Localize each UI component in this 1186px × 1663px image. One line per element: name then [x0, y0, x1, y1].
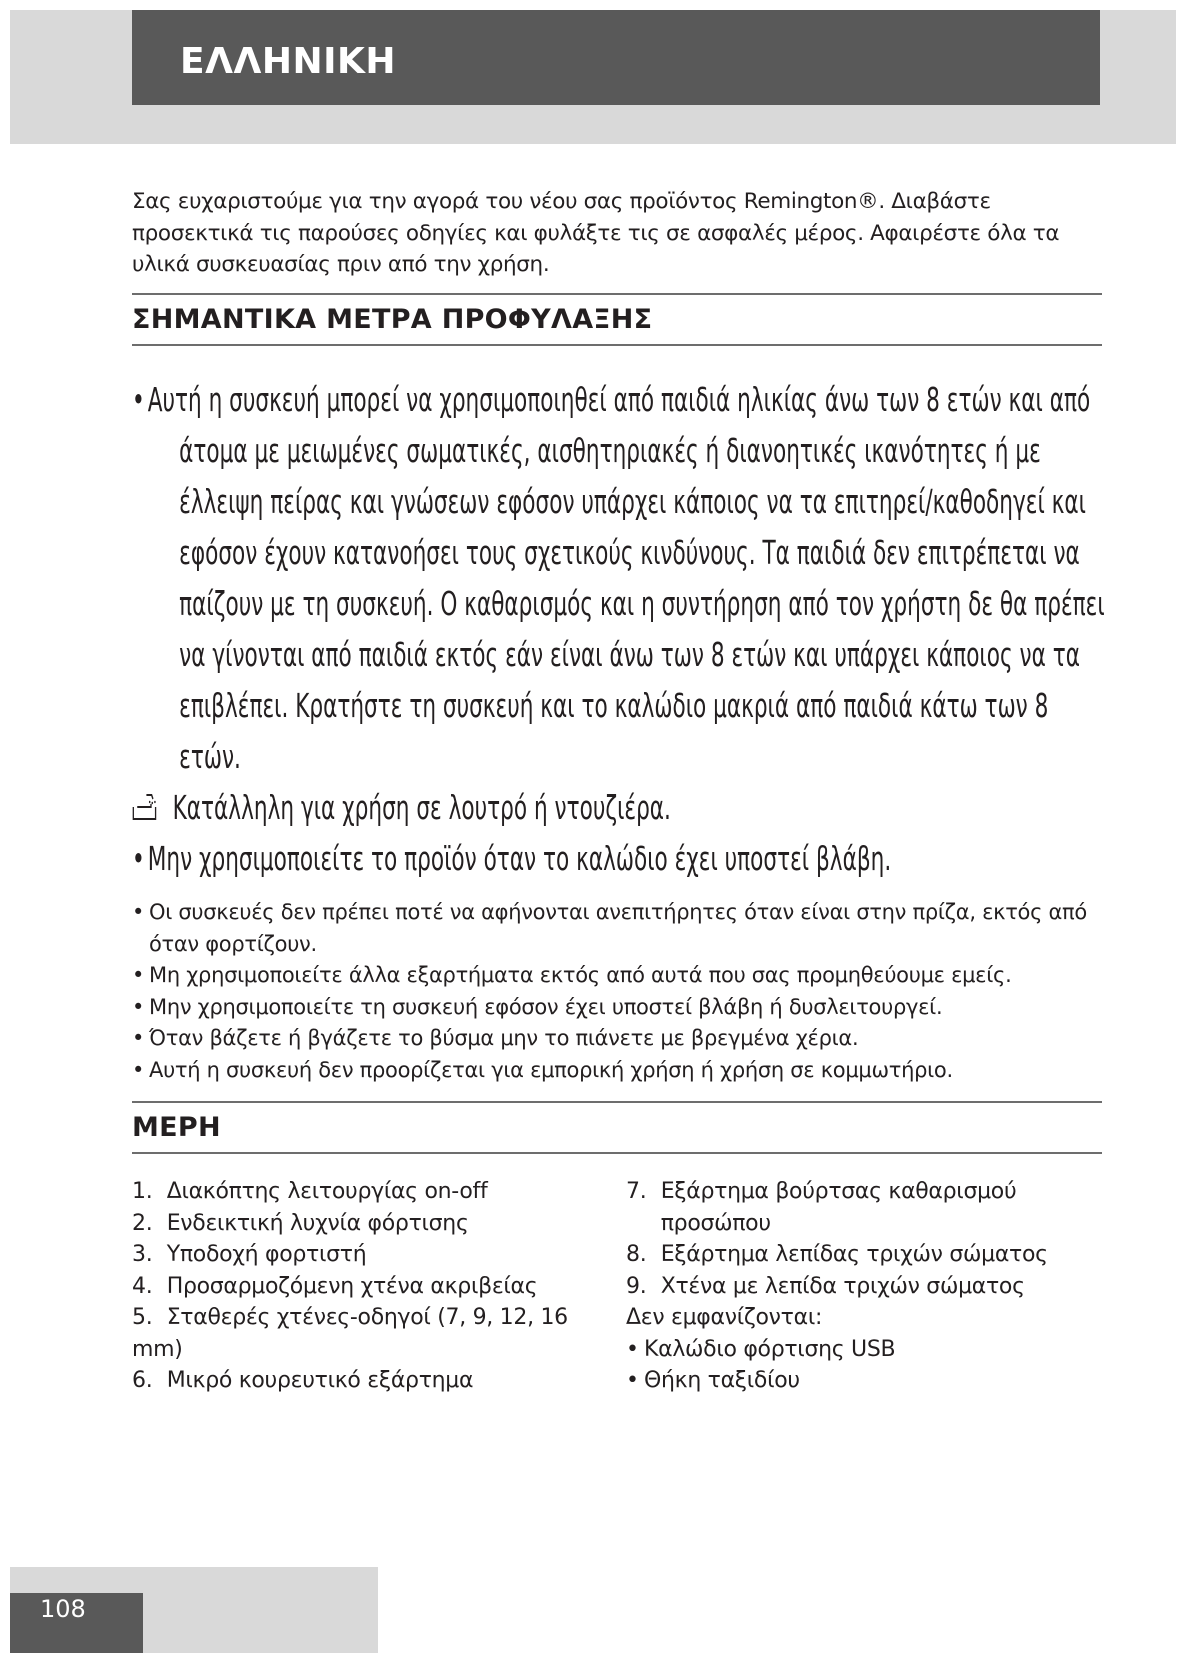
bullet: • — [132, 963, 145, 987]
part-label: Διακόπτης λειτουργίας on-off — [166, 1179, 488, 1204]
part-item — [132, 1208, 612, 1240]
part-number: 9. — [626, 1273, 647, 1299]
section-divider-bottom — [132, 1152, 1102, 1154]
intro-paragraph: Σας ευχαριστούμε για την αγορά του νέου σας προϊόντος Remington®. Διαβάστε προσεκτικά τις παρούσες οδηγίες και φυλάξτε τις σε ασφαλές μέρος. Αφαιρέστε όλα τα υλικά συσκευασίας πριν από την χρήση. — [132, 189, 1060, 277]
section-divider-top — [132, 1101, 1102, 1103]
part-label: Εξάρτημα βούρτσας καθαρισμού προσώπου — [660, 1179, 1017, 1236]
part-number: 8. — [626, 1242, 647, 1267]
part-item — [132, 1239, 612, 1271]
list-item-text: Μη χρησιμοποιείτε άλλα εξαρτήματα εκτός από αυτά που σας προμηθεύουμε εμείς. — [149, 963, 1012, 987]
part-number: 2. — [132, 1210, 153, 1236]
bullet: • — [132, 994, 145, 1019]
parts-list-left — [132, 1176, 612, 1397]
list-item — [132, 1023, 1102, 1055]
part-item — [626, 1271, 1096, 1303]
list-item — [132, 992, 1102, 1024]
part-item — [132, 1365, 612, 1397]
bullet: • — [132, 380, 145, 419]
part-label: Ενδεικτική λυχνία φόρτισης — [166, 1210, 469, 1236]
part-label: Εξάρτημα λεπίδας τριχών σώματος — [660, 1242, 1048, 1267]
page-number: 108 — [40, 1595, 86, 1623]
part-label: Υποδοχή φορτιστή — [166, 1242, 367, 1267]
section-divider-bottom — [132, 344, 1102, 346]
bath-shower-icon — [132, 793, 158, 823]
list-item — [132, 374, 1105, 782]
part-number: 6. — [132, 1368, 153, 1393]
part-item — [132, 1176, 612, 1208]
bullet: • — [626, 1336, 639, 1362]
parts-section-title: ΜΕΡΗ — [132, 1112, 221, 1143]
part-item — [132, 1271, 612, 1303]
part-number: 4. — [132, 1273, 153, 1299]
small-safety-list — [132, 897, 1102, 1086]
part-label: Προσαρμοζόμενη χτένα ακριβείας — [166, 1273, 538, 1299]
part-label: Χτένα με λεπίδα τριχών σώματος — [660, 1273, 1025, 1299]
part-item — [132, 1302, 612, 1365]
bullet: • — [132, 900, 145, 924]
list-item — [132, 897, 1102, 960]
list-item — [132, 960, 1102, 992]
part-number: 5. — [132, 1305, 153, 1330]
list-item — [132, 833, 1105, 884]
list-item-text: Κατάλληλη για χρήση σε λουτρό ή ντουζιέρα. — [172, 788, 671, 827]
bullet: • — [626, 1368, 639, 1393]
bullet: • — [132, 1057, 145, 1082]
part-item — [626, 1239, 1096, 1271]
list-item-text: Όταν βάζετε ή βγάζετε το βύσμα μην το πιάνετε με βρεγμένα χέρια. — [149, 1026, 859, 1050]
bullet: • — [132, 839, 145, 878]
large-safety-list — [132, 374, 1105, 884]
list-item-text: Οι συσκευές δεν πρέπει ποτέ να αφήνονται ανεπιτήρητες όταν είναι στην πρίζα, εκτός από όταν φορτίζουν. — [149, 900, 1087, 956]
parts-list-right — [626, 1176, 1096, 1397]
list-item-text: Αυτή η συσκευή δεν προορίζεται για εμπορική χρήση ή χρήση σε κομμωτήριο. — [149, 1057, 953, 1082]
list-item — [132, 1055, 1102, 1087]
part-number: 7. — [626, 1179, 647, 1204]
list-item — [132, 782, 1105, 833]
part-item — [626, 1176, 1096, 1239]
section-divider-top — [132, 293, 1102, 295]
accessory-label: Καλώδιο φόρτισης USB — [644, 1336, 896, 1362]
part-label: Μικρό κουρευτικό εξάρτημα — [166, 1368, 474, 1393]
accessory-item — [626, 1334, 1096, 1366]
part-label: Σταθερές χτένες-οδηγοί (7, 9, 12, 16 mm) — [132, 1305, 568, 1362]
bullet: • — [132, 1026, 145, 1050]
list-item-text: Μην χρησιμοποιείτε τη συσκευή εφόσον έχει υποστεί βλάβη ή δυσλειτουργεί. — [149, 994, 943, 1019]
part-number: 3. — [132, 1242, 153, 1267]
accessory-label: Θήκη ταξιδίου — [644, 1368, 800, 1393]
list-item-text: Μην χρησιμοποιείτε το προϊόν όταν το καλώδιο έχει υποστεί βλάβη. — [147, 839, 892, 878]
list-item-text: Αυτή η συσκευή μπορεί να χρησιμοποιηθεί από παιδιά ηλικίας άνω των 8 ετών και από άτομα με μειωμένες σωματικές, αισθητηριακές ή διανοητικές ικανότητες ή με έλλειψη πείρας και γνώσεων εφόσον υπάρχει κάποιος να τα επιτηρεί/καθοδηγεί και εφόσον έχουν κατανοήσει τους σχετικούς κινδύνους. Τα παιδιά δεν επιτρέπεται να παίζουν με τη συσκευή. Ο καθαρισμός και η συντήρηση από τον χρήστη δε θα πρέπει να γίνονται από παιδιά εκτός εάν είναι άνω των 8 ετών και υπάρχει κάποιος να τα επιβλέπει. Κρατήστε τη συσκευή και το καλώδιο μακριά από παιδιά κάτω των 8 ετών. — [147, 380, 1105, 776]
safety-section-title: ΣΗΜΑΝΤΙΚΑ ΜΕΤΡΑ ΠΡΟΦΥΛΑΞΗΣ — [132, 304, 653, 335]
part-number: 1. — [132, 1179, 153, 1204]
not-shown-heading: Δεν εμφανίζονται: — [626, 1305, 823, 1330]
accessory-item — [626, 1365, 1096, 1397]
page-title: ΕΛΛΗΝΙΚΗ — [180, 41, 396, 82]
